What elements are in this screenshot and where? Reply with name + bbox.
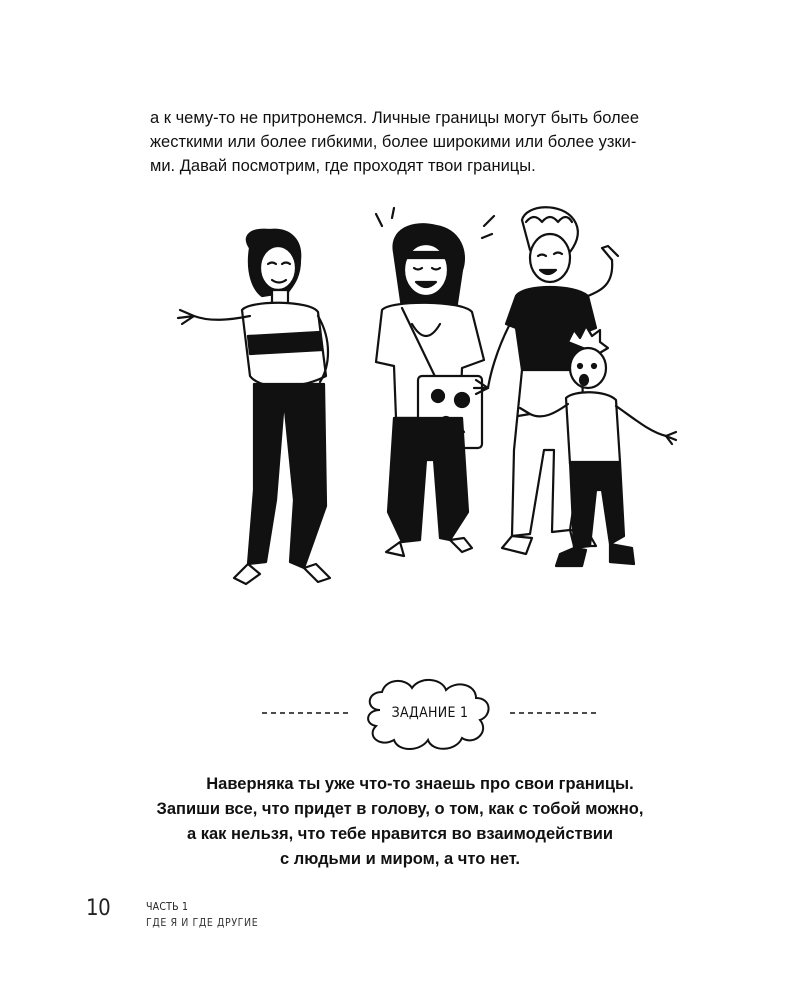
task-line: а как нельзя, что тебе нравится во взаимодействии	[186, 825, 614, 843]
person-woman-left	[178, 230, 330, 584]
page-number: 10	[86, 896, 111, 921]
task-line: Наверняка ты уже что-то знаешь про свои границы.	[206, 775, 634, 793]
intro-line: ми. Давай посмотрим, где проходят твои границы.	[150, 157, 536, 175]
intro-line: жесткими или более гибкими, более широкими или более узки-	[150, 133, 637, 151]
people-illustration	[150, 200, 690, 610]
task-instructions	[120, 772, 680, 872]
task-line: Запиши все, что придет в голову, о том, как с тобой можно,	[156, 800, 644, 818]
task-line: с людьми и миром, а что нет.	[279, 850, 521, 868]
person-girl-center	[376, 208, 494, 556]
task-label: ЗАДАНИЕ 1	[391, 705, 469, 721]
intro-paragraph	[150, 106, 710, 178]
task-header	[260, 672, 600, 762]
footer-part-subtitle: ГДЕ Я И ГДЕ ДРУГИЕ	[146, 917, 259, 929]
intro-line: а к чему-то не притронемся. Личные границы могут быть более	[150, 109, 640, 127]
footer-part-title: ЧАСТЬ 1	[146, 901, 189, 913]
four-people-illustration-icon	[150, 200, 690, 610]
